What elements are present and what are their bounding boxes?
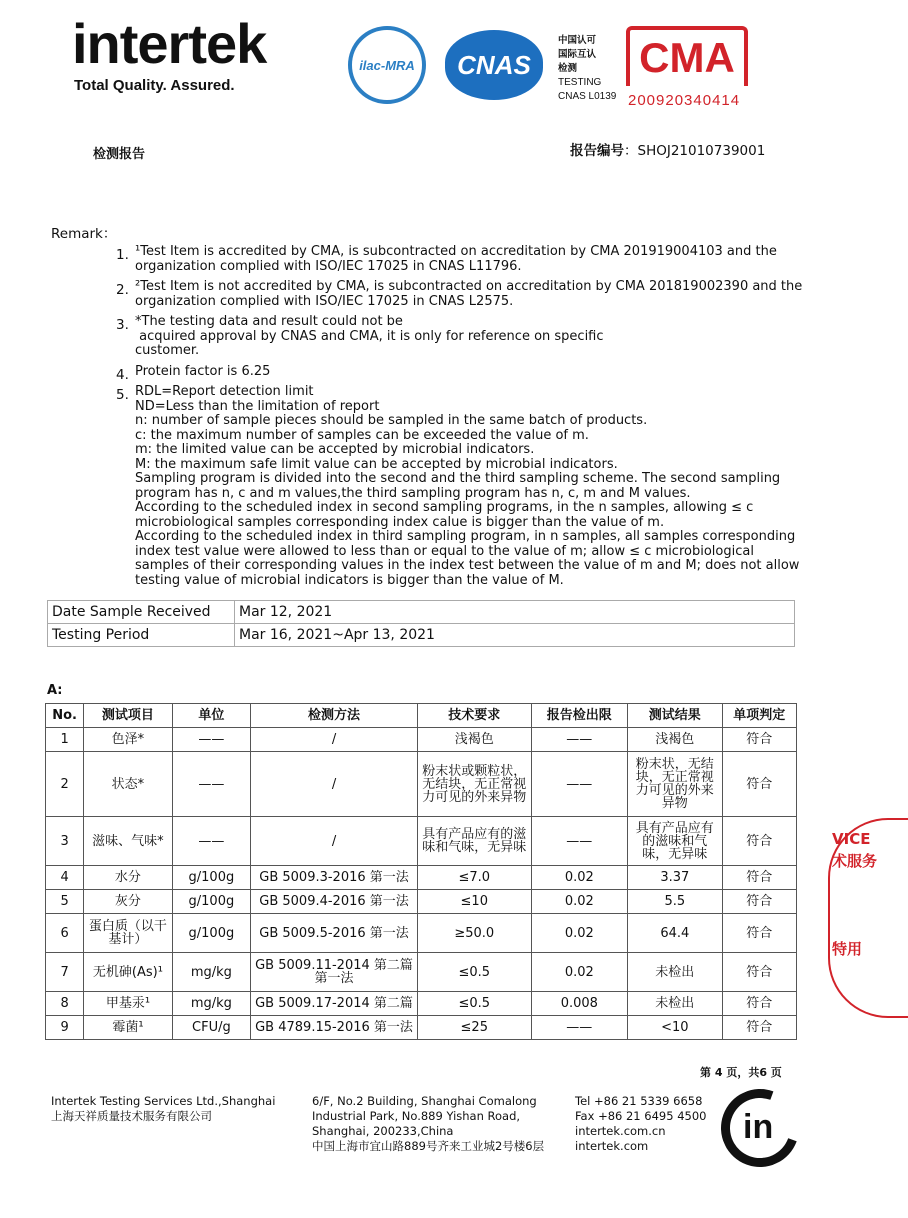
cma-number: 200920340414 <box>628 92 741 109</box>
remark-item <box>116 385 806 588</box>
table-cell: 粉末状或颗粒状，无结块，无正常视力可见的外来异物 <box>417 752 531 817</box>
remark-line: microbiological samples corresponding index calue is bigger than the value of m. <box>135 514 665 530</box>
table-cell: 水分 <box>84 866 172 890</box>
column-header: 技术要求 <box>417 704 531 728</box>
table-cell: 霉菌¹ <box>84 1016 172 1040</box>
remark-list <box>116 245 806 594</box>
dates-table <box>47 600 795 647</box>
table-cell: GB 5009.5-2016 第一法 <box>251 914 418 953</box>
table-cell: 0.008 <box>531 992 628 1016</box>
table-cell: GB 5009.3-2016 第一法 <box>251 866 418 890</box>
table-cell: 未检出 <box>628 992 723 1016</box>
table-cell: g/100g <box>172 914 250 953</box>
cnas-logo: CNAS <box>445 30 543 100</box>
remark-line: testing value of microbial indicators is bigger than the value of M. <box>135 572 564 588</box>
report-title: 检测报告 <box>93 147 146 162</box>
table-cell: ≤25 <box>417 1016 531 1040</box>
remark-item <box>116 315 806 359</box>
table-cell: 滋味、气味* <box>84 817 172 866</box>
table-cell: ≤7.0 <box>417 866 531 890</box>
table-cell: 浅褐色 <box>417 728 531 752</box>
remark-item <box>116 363 806 383</box>
remark-line: ¹Test Item is accredited by CMA, is subcontracted on accreditation by CMA 201919004103 and the <box>135 244 777 259</box>
table-cell: mg/kg <box>172 953 250 992</box>
table-cell: —— <box>531 1016 628 1040</box>
footer-company: Intertek Testing Services Ltd.,Shanghai 上海天祥质量技术服务有限公司 <box>51 1094 276 1123</box>
remark-line: According to the scheduled index in second sampling programs, in the n samples, allowing ≤ c <box>135 500 754 515</box>
table-cell: ≤0.5 <box>417 992 531 1016</box>
period-value: Mar 16, 2021~Apr 13, 2021 <box>235 624 795 647</box>
page-number: 第 4 页，共6 页 <box>700 1066 782 1079</box>
table-cell: 7 <box>46 953 84 992</box>
table-cell: —— <box>531 728 628 752</box>
table-cell: —— <box>172 728 250 752</box>
table-cell: 符合 <box>722 752 796 817</box>
table-cell: 5 <box>46 890 84 914</box>
table-cell: 未检出 <box>628 953 723 992</box>
remark-number: 4. <box>116 366 129 383</box>
table-cell: 粉末状，无结块，无正常视力可见的外来异物 <box>628 752 723 817</box>
table-row <box>46 752 797 817</box>
table-row <box>46 728 797 752</box>
table-cell: ≤0.5 <box>417 953 531 992</box>
table-row <box>46 817 797 866</box>
table-cell: 64.4 <box>628 914 723 953</box>
table-cell: 2 <box>46 752 84 817</box>
received-value: Mar 12, 2021 <box>235 601 795 624</box>
table-cell: ≤10 <box>417 890 531 914</box>
table-cell: —— <box>172 752 250 817</box>
remark-item <box>116 245 806 274</box>
remark-number: 1. <box>116 247 129 263</box>
intertek-in-logo: in <box>743 1108 774 1146</box>
table-cell: 状态* <box>84 752 172 817</box>
table-cell: / <box>251 817 418 866</box>
table-cell: 0.02 <box>531 866 628 890</box>
remark-number: 5. <box>116 387 129 403</box>
table-cell: 符合 <box>722 728 796 752</box>
remark-line: According to the scheduled index in third sampling program, in n samples, all samples corresponding <box>135 529 796 544</box>
results-table <box>45 703 797 1040</box>
table-cell: GB 4789.15-2016 第一法 <box>251 1016 418 1040</box>
remark-line: RDL=Report detection limit <box>135 384 314 399</box>
table-cell: 6 <box>46 914 84 953</box>
table-cell: 8 <box>46 992 84 1016</box>
table-cell: 3 <box>46 817 84 866</box>
section-label: A: <box>47 683 63 698</box>
table-cell: CFU/g <box>172 1016 250 1040</box>
table-row <box>46 953 797 992</box>
remark-line: acquired approval by CNAS and CMA, it is only for reference on specific <box>135 328 604 344</box>
table-cell: 1 <box>46 728 84 752</box>
table-cell: <10 <box>628 1016 723 1040</box>
column-header: 单位 <box>172 704 250 728</box>
table-cell: ≥50.0 <box>417 914 531 953</box>
table-cell: 5.5 <box>628 890 723 914</box>
remark-line: Protein factor is 6.25 <box>135 363 271 379</box>
table-cell: 0.02 <box>531 890 628 914</box>
remark-line: organization complied with ISO/IEC 17025 in CNAS L11796. <box>135 258 522 274</box>
remark-line: program has n, c and m values,the third sampling program has n, c, m and M values. <box>135 485 691 501</box>
table-cell: 9 <box>46 1016 84 1040</box>
table-cell: —— <box>172 817 250 866</box>
remark-line: n: number of sample pieces should be sampled in the same batch of products. <box>135 413 648 428</box>
table-cell: 4 <box>46 866 84 890</box>
table-cell: 具有产品应有的滋味和气味，无异味 <box>417 817 531 866</box>
table-cell: 甲基汞¹ <box>84 992 172 1016</box>
remark-line: m: the limited value can be accepted by microbial indicators. <box>135 442 535 457</box>
table-cell: 色泽* <box>84 728 172 752</box>
remark-item <box>116 280 806 309</box>
column-header: 报告检出限 <box>531 704 628 728</box>
table-cell: 灰分 <box>84 890 172 914</box>
column-header: 检测方法 <box>251 704 418 728</box>
remark-line: *The testing data and result could not be <box>135 314 403 329</box>
remark-line: customer. <box>135 343 200 358</box>
intertek-logo: intertek <box>72 12 267 75</box>
remark-line: ND=Less than the limitation of report <box>135 398 380 414</box>
cnas-accreditation-text: 中国认可 国际互认 检测 TESTING CNAS L0139 <box>558 35 617 102</box>
table-cell: 浅褐色 <box>628 728 723 752</box>
table-cell: 符合 <box>722 817 796 866</box>
table-row <box>46 890 797 914</box>
column-header: 单项判定 <box>722 704 796 728</box>
table-cell: 0.02 <box>531 914 628 953</box>
table-row <box>46 866 797 890</box>
remark-heading: Remark： <box>51 226 117 242</box>
table-cell: mg/kg <box>172 992 250 1016</box>
remark-line: M: the maximum safe limit value can be accepted by microbial indicators. <box>135 456 618 472</box>
table-cell: GB 5009.17-2014 第二篇 <box>251 992 418 1016</box>
remark-number: 2. <box>116 282 129 298</box>
table-header-row <box>46 704 797 728</box>
table-cell: 符合 <box>722 953 796 992</box>
table-cell: —— <box>531 817 628 866</box>
ilac-mra-logo: ilac-MRA <box>348 26 426 104</box>
table-cell: 符合 <box>722 866 796 890</box>
remark-line: Sampling program is divided into the second and the third sampling scheme. The second sampling <box>135 471 781 486</box>
table-cell: 符合 <box>722 914 796 953</box>
footer-contact: Tel +86 21 5339 6658 Fax +86 21 6495 4500 intertek.com.cn intertek.com <box>575 1094 707 1153</box>
table-cell: g/100g <box>172 890 250 914</box>
column-header: 测试结果 <box>628 704 723 728</box>
table-cell: —— <box>531 752 628 817</box>
table-row <box>46 914 797 953</box>
table-cell: 无机砷(As)¹ <box>84 953 172 992</box>
table-cell: / <box>251 728 418 752</box>
column-header: No. <box>46 704 84 728</box>
cma-logo: CMA <box>626 26 748 86</box>
table-row <box>46 1016 797 1040</box>
remark-line: ²Test Item is not accredited by CMA, is subcontracted on accreditation by CMA 201819002390 and the <box>135 279 803 294</box>
report-number: 报告编号：SHOJ21010739001 <box>570 143 766 159</box>
table-cell: 0.02 <box>531 953 628 992</box>
table-cell: 符合 <box>722 992 796 1016</box>
footer-address: 6/F, No.2 Building, Shanghai Comalong Industrial Park, No.889 Yishan Road, Shanghai, 200233,China 中国上海市宜山路889号齐来工业城2号楼6层 <box>312 1094 545 1153</box>
period-label: Testing Period <box>48 624 235 647</box>
table-cell: / <box>251 752 418 817</box>
seal-text: VICE 术服务 特用 <box>832 830 878 958</box>
table-cell: 蛋白质（以干基计） <box>84 914 172 953</box>
remark-line: organization complied with ISO/IEC 17025 in CNAS L2575. <box>135 293 514 309</box>
remark-line: index test value were allowed to less than or equal to the value of m; allow ≤ c microbiological <box>135 543 754 559</box>
remark-line: c: the maximum number of samples can be exceeded the value of m. <box>135 427 589 443</box>
table-row <box>46 992 797 1016</box>
table-cell: GB 5009.11-2014 第二篇第一法 <box>251 953 418 992</box>
received-label: Date Sample Received <box>48 601 235 624</box>
tagline: Total Quality. Assured. <box>74 77 235 94</box>
column-header: 测试项目 <box>84 704 172 728</box>
table-cell: g/100g <box>172 866 250 890</box>
table-cell: 具有产品应有的滋味和气味，无异味 <box>628 817 723 866</box>
table-cell: GB 5009.4-2016 第一法 <box>251 890 418 914</box>
remark-line: samples of their corresponding values in the index test between the value of m and M; does not allow <box>135 558 800 573</box>
remark-number: 3. <box>116 317 129 333</box>
table-cell: 3.37 <box>628 866 723 890</box>
table-cell: 符合 <box>722 1016 796 1040</box>
table-cell: 符合 <box>722 890 796 914</box>
